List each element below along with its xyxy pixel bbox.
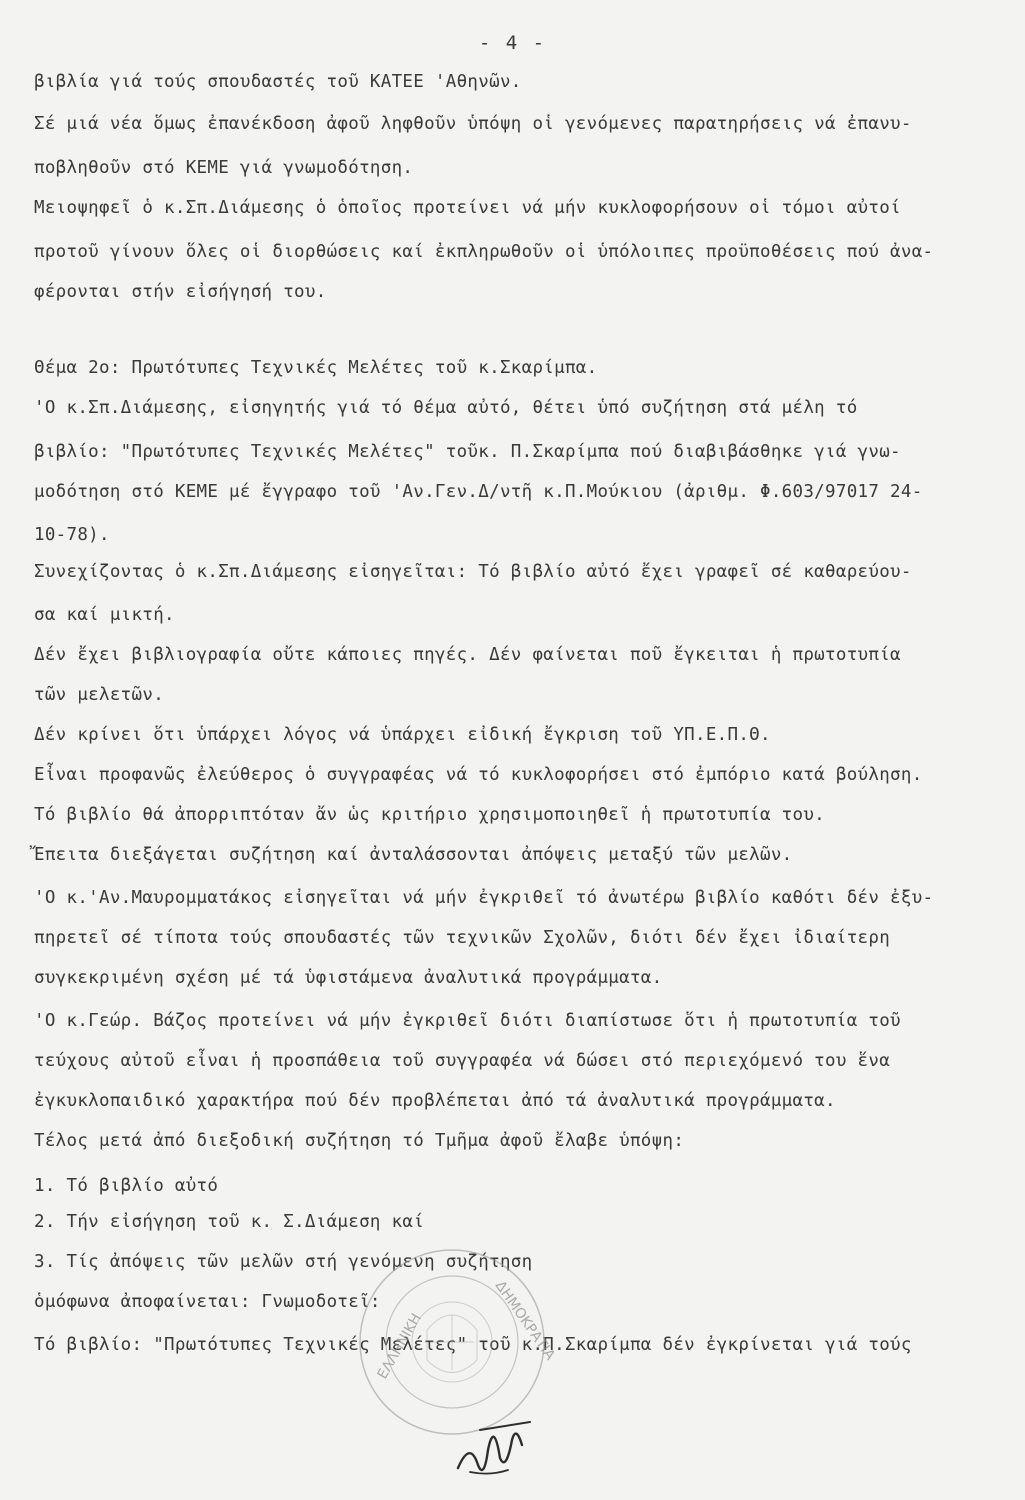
text-line: τῶν μελετῶν.	[34, 685, 165, 705]
text-line: Εἶναι προφανῶς ἐλεύθερος ὁ συγγραφέας νά τό κυκλοφορήσει στό ἐμπόριο κατά βούληση.	[34, 765, 923, 785]
text-line: Τό βιβλίο θά ἀπορριπτόταν ἄν ὡς κριτήριο χρησιμοποιηθεῖ ἡ πρωτοτυπία του.	[34, 805, 826, 825]
svg-text:ΔΗΜΟΚΡΑΤΙΑ: ΔΗΜΟΚΡΑΤΙΑ	[491, 1278, 558, 1364]
text-line: φέρονται στήν εἰσήγησή του.	[34, 282, 327, 302]
page-number: - 4 -	[478, 32, 547, 54]
text-line: προτοῦ γίνουν ὅλες οἱ διορθώσεις καί ἐκπληρωθοῦν οἱ ὑπόλοιπες προϋποθέσεις πού ἀνα-	[34, 242, 934, 262]
text-line: ποβληθοῦν στό ΚΕΜΕ γιά γνωμοδότηση.	[34, 158, 414, 178]
text-line: 10-78).	[34, 525, 110, 545]
text-line: Τέλος μετά ἀπό διεξοδική συζήτηση τό Τμῆμα ἀφοῦ ἔλαβε ὑπόψη:	[34, 1131, 685, 1151]
text-line: Συνεχίζοντας ὁ κ.Σπ.Διάμεσης εἰσηγεῖται: Τό βιβλίο αὐτό ἔχει γραφεῖ σέ καθαρεύου-	[34, 562, 912, 582]
svg-text:ΕΛΛΗΝΙΚΗ: ΕΛΛΗΝΙΚΗ	[374, 1310, 425, 1382]
text-line: συγκεκριμένη σχέση μέ τά ὑφιστάμενα ἀναλυτικά προγράμματα.	[34, 968, 663, 988]
text-line: ὁμόφωνα ἀποφαίνεται: Γνωμοδοτεῖ:	[34, 1292, 381, 1312]
text-line: 3. Τίς ἀπόψεις τῶν μελῶν στή γενόμενη συζήτηση	[34, 1252, 533, 1272]
text-line: 'Ο κ.'Αν.Μαυρομματάκος εἰσηγεῖται νά μήν ἐγκριθεῖ τό ἀνωτέρω βιβλίο καθότι δέν ἐξυ-	[34, 888, 934, 908]
handwritten-signature	[450, 1410, 540, 1480]
text-line: Σέ μιά νέα ὅμως ἐπανέκδοση ἀφοῦ ληφθοῦν ὑπόψη οἱ γενόμενες παρατηρήσεις νά ἐπανυ-	[34, 114, 912, 134]
text-line: τεύχους αὐτοῦ εἶναι ἡ προσπάθεια τοῦ συγγραφέα νά δώσει στό περιεχόμενό του ἕνα	[34, 1051, 891, 1071]
text-line: βιβλίο: "Πρωτότυπες Τεχνικές Μελέτες" τοῦκ. Π.Σκαρίμπα πού διαβιβάσθηκε γιά γνω-	[34, 442, 901, 462]
text-line: Δέν κρίνει ὅτι ὑπάρχει λόγος νά ὑπάρχει εἰδική ἔγκριση τοῦ ΥΠ.Ε.Π.Θ.	[34, 725, 771, 745]
text-line: μοδότηση στό ΚΕΜΕ μέ ἔγγραφο τοῦ 'Αν.Γεν.Δ/ντῆ κ.Π.Μούκιου (ἀριθμ. Φ.603/97017 24-	[34, 482, 923, 502]
text-line: σα καί μικτή.	[34, 605, 175, 625]
text-line: 'Ο κ.Γεώρ. Βάζος προτείνει νά μήν ἐγκριθεῖ διότι διαπίστωσε ὅτι ἡ πρωτοτυπία τοῦ	[34, 1011, 901, 1031]
text-line: πηρετεῖ σέ τίποτα τούς σπουδαστές τῶν τεχνικῶν Σχολῶν, διότι δέν ἔχει ἰδιαίτερη	[34, 928, 891, 948]
text-line: βιβλία γιά τούς σπουδαστές τοῦ ΚΑΤΕΕ 'Αθηνῶν.	[34, 72, 522, 92]
text-line: Δέν ἔχει βιβλιογραφία οὔτε κάποιες πηγές. Δέν φαίνεται ποῦ ἔγκειται ἡ πρωτοτυπία	[34, 645, 901, 665]
text-line: ἐγκυκλοπαιδικό χαρακτήρα πού δέν προβλέπεται ἀπό τά ἀναλυτικά προγράμματα.	[34, 1091, 836, 1111]
text-line: Ἔπειτα διεξάγεται συζήτηση καί ἀνταλάσσονται ἀπόψεις μεταξύ τῶν μελῶν.	[34, 845, 793, 865]
text-line: Μειοψηφεῖ ὁ κ.Σπ.Διάμεσης ὁ ὁποῖος προτείνει νά μήν κυκλοφορήσουν οἱ τόμοι αὐτοί	[34, 198, 901, 218]
text-line: Τό βιβλίο: "Πρωτότυπες Τεχνικές Μελέτες" τοῦ κ.Π.Σκαρίμπα δέν ἐγκρίνεται γιά τούς	[34, 1335, 912, 1355]
text-line: 2. Τήν εἰσήγηση τοῦ κ. Σ.Διάμεση καί	[34, 1212, 425, 1232]
text-line: 1. Τό βιβλίο αὐτό	[34, 1176, 219, 1196]
text-line: 'Ο κ.Σπ.Διάμεσης, εἰσηγητής γιά τό θέμα αὐτό, θέτει ὑπό συζήτηση στά μέλη τό	[34, 398, 858, 418]
text-line: Θέμα 2ο: Πρωτότυπες Τεχνικές Μελέτες τοῦ κ.Σκαρίμπα.	[34, 358, 598, 378]
